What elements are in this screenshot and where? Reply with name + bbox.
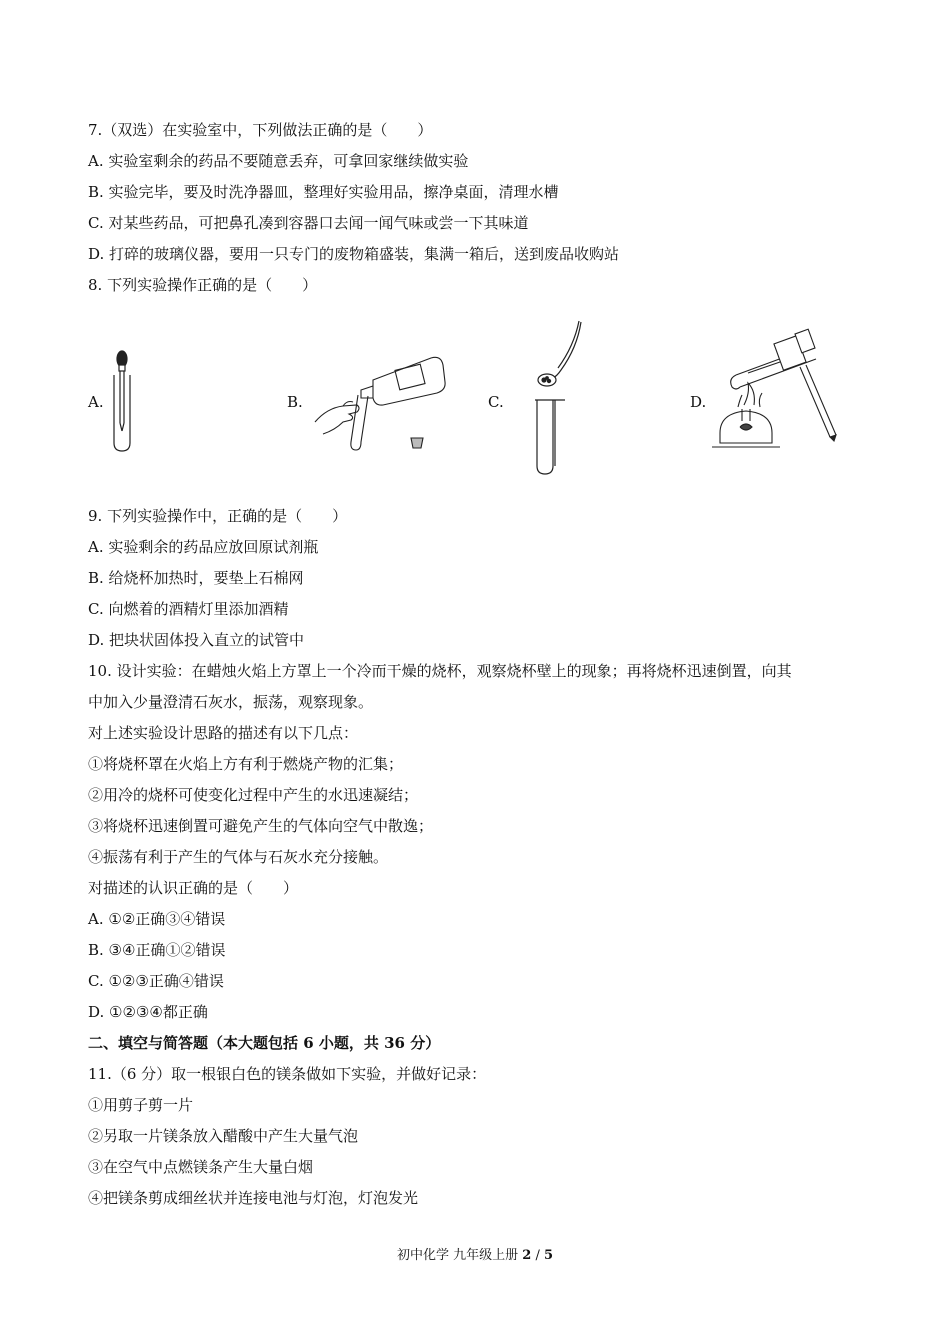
q7-option-b: B. 实验完毕，要及时洗净器皿，整理好实验用品，擦净桌面，清理水槽 [88,183,559,201]
footer-title: 初中化学 九年级上册 [396,1248,519,1263]
q11-step-4: ④把镁条剪成细丝状并连接电池与灯泡，灯泡发光 [88,1189,419,1207]
q7-option-a: A. 实验室剩余的药品不要随意丢弃，可拿回家继续做实验 [88,152,469,170]
q10-point-3: ③将烧杯迅速倒置可避免产生的气体向空气中散逸； [88,817,434,835]
q10-point-2: ②用冷的烧杯可使变化过程中产生的水迅速凝结； [88,786,419,804]
q11-stem: 11.（6 分）取一根银白色的镁条做如下实验，并做好记录： [88,1065,487,1083]
section-heading: 二、填空与简答题（本大题包括 6 小题，共 36 分） [88,1034,441,1052]
q9-option-a: A. 实验剩余的药品应放回原试剂瓶 [88,538,319,556]
page-separator: / [535,1248,540,1263]
q7-option-d: D. 打碎的玻璃仪器，要用一只专门的废物箱盛装，集满一箱后，送到废品收购站 [88,245,620,263]
q10-option-c: C. ①②③正确④错误 [88,972,224,990]
heating-tube-illustration [700,325,848,475]
q10-option-b: B. ③④正确①②错误 [88,941,226,959]
q8-stem: 8. 下列实验操作正确的是（ ） [88,276,318,294]
q9-option-c: C. 向燃着的酒精灯里添加酒精 [88,600,289,618]
q10-point-4: ④振荡有利于产生的气体与石灰水充分接触。 [88,848,389,866]
q10-stem-line2: 中加入少量澄清石灰水，振荡，观察现象。 [88,693,374,711]
q10-option-d: D. ①②③④都正确 [88,1003,208,1021]
q8-figure-label-a: A. [88,393,104,411]
q10-intro: 对上述实验设计思路的描述有以下几点： [88,724,359,742]
q8-figure-label-c: C. [488,393,504,411]
page-number: 2 [522,1248,532,1263]
q7-stem: 7.（双选）在实验室中，下列做法正确的是（ ） [88,121,433,139]
q7-option-c: C. 对某些药品，可把鼻孔凑到容器口去闻一闻气味或尝一下其味道 [88,214,529,232]
q8-figure-label-d: D. [690,393,707,411]
q8-figure-label-b: B. [287,393,303,411]
page-footer [0,1247,950,1265]
q10-point-1: ①将烧杯罩在火焰上方有利于燃烧产物的汇集； [88,755,404,773]
q10-option-a: A. ①②正确③④错误 [88,910,226,928]
dropper-in-tube-illustration [104,345,144,455]
q9-stem: 9. 下列实验操作中，正确的是（ ） [88,507,348,525]
q9-option-b: B. 给烧杯加热时，要垫上石棉网 [88,569,304,587]
pouring-liquid-illustration [313,350,448,455]
q10-question: 对描述的认识正确的是（ ） [88,879,299,897]
q11-step-3: ③在空气中点燃镁条产生大量白烟 [88,1158,314,1176]
q9-option-d: D. 把块状固体投入直立的试管中 [88,631,305,649]
spoon-and-tube-illustration [527,318,587,478]
page-total: 5 [543,1248,554,1263]
q10-stem-line1: 10. 设计实验：在蜡烛火焰上方罩上一个冷而干燥的烧杯，观察烧杯壁上的现象；再将烧杯迅速倒置，向其 [88,662,792,680]
q11-step-1: ①用剪子剪一片 [88,1096,194,1114]
q11-step-2: ②另取一片镁条放入醋酸中产生大量气泡 [88,1127,359,1145]
